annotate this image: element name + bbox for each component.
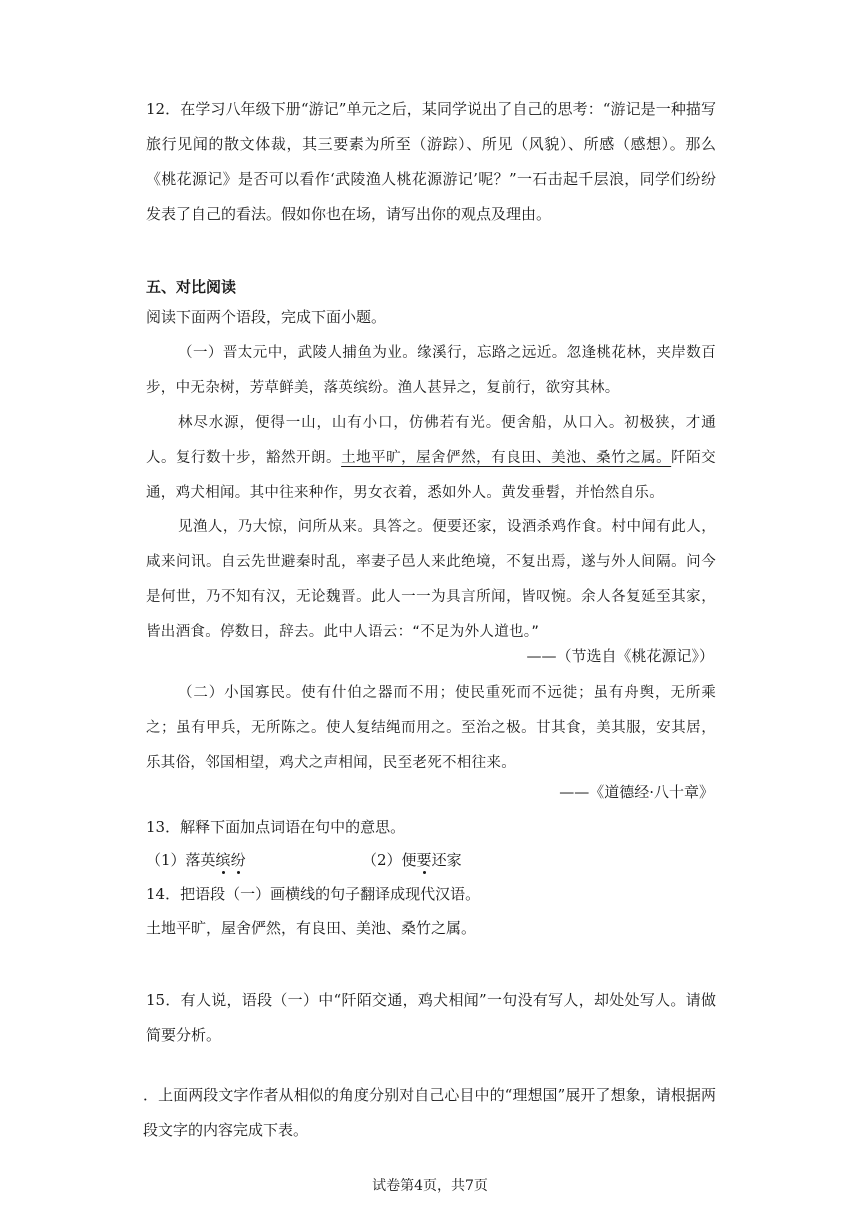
dotted-character: 要 bbox=[416, 851, 432, 869]
question-14-prompt: 14．把语段（一）画横线的句子翻译成现代汉语。 bbox=[146, 885, 481, 903]
question-14-sentence: 土地平旷，屋舍俨然，有良田、美池、桑竹之属。 bbox=[146, 919, 477, 937]
dotted-character: 缤 bbox=[215, 851, 231, 869]
passage-1-paragraph-1: （一）晋太元中，武陵人捕鱼为业。缘溪行，忘路之远近。忽逢桃花林，夹岸数百步，中无杂树，芳草鲜美，落英缤纷。渔人甚异之，复前行，欲穷其林。 bbox=[146, 345, 716, 396]
page-footer: 试卷第4页，共7页 bbox=[372, 1178, 488, 1194]
section-instruction: 阅读下面两个语段，完成下面小题。 bbox=[146, 308, 387, 326]
dotted-character: 纷 bbox=[230, 851, 246, 869]
passage-1-text: 林尽水源，便得一山，山有小口，仿佛若有光。便舍船，从口入。初极狭，才通人。复行数十步，豁然开朗。 bbox=[146, 415, 716, 466]
question-16: ．上面两段文字作者从相似的角度分别对自己心目中的“理想国”展开了想象，请根据两段文字的内容完成下表。 bbox=[143, 1086, 716, 1139]
underlined-sentence: 土地平旷，屋舍俨然，有良田、美池、桑竹之属。 bbox=[341, 450, 672, 466]
question-13-item-2 bbox=[362, 848, 462, 872]
section-heading: 五、对比阅读 bbox=[146, 278, 237, 296]
passage-2-paragraph: （二）小国寡民。使有什伯之器而不用；使民重死而不远徙；虽有舟舆，无所乘之；虽有甲兵，无所陈之。使人复结绳而用之。至治之极。甘其食，美其服，安其居，乐其俗，邻国相望，鸡犬之声相闻，民至老死不相往来。 bbox=[146, 685, 716, 771]
question-13-item-1 bbox=[146, 848, 246, 872]
passage-1-text: 阡陌交通，鸡犬相闻。其中往来种作，男女衣着，悉如外人。黄发垂髫，并怡然自乐。 bbox=[146, 450, 716, 501]
question-15: 15．有人说，语段（一）中“阡陌交通，鸡犬相闻”一句没有写人，却处处写人。请做简要分析。 bbox=[146, 991, 716, 1044]
passage-1-paragraph-3: 见渔人，乃大惊，问所从来。具答之。便要还家，设酒杀鸡作食。村中闻有此人，咸来问讯。自云先世避秦时乱，率妻子邑人来此绝境，不复出焉，遂与外人间隔。问今是何世，乃不知有汉，无论魏晋。此人一一为具言所闻，皆叹惋。余人各复延至其家，皆出酒食。停数日，辞去。此中人语云：“不足为外人道也。” bbox=[146, 519, 716, 640]
passage-1-source: ——（节选自《桃花源记》） bbox=[526, 647, 714, 665]
question-13-prompt: 13．解释下面加点词语在句中的意思。 bbox=[146, 818, 406, 836]
question-12: 12．在学习八年级下册“游记”单元之后，某同学说出了自己的思考：“游记是一种描写旅行见闻的散文体裁，其三要素为所至（游踪）、所见（风貌）、所感（感想）。那么《桃花源记》是否可以看作‘武陵渔人桃花源游记’呢？”一石击起千层浪，同学们纷纷发表了自己的看法。假如你也在场，请写出你的观点及理由。 bbox=[146, 100, 716, 223]
item-2-prefix: （2）便 bbox=[362, 851, 417, 869]
passage-1-paragraph-2 bbox=[146, 406, 716, 511]
item-1-prefix: （1）落英 bbox=[146, 851, 216, 869]
item-2-suffix: 还家 bbox=[431, 851, 462, 869]
passage-2-source: ——《道德经·八十章》 bbox=[559, 783, 714, 801]
